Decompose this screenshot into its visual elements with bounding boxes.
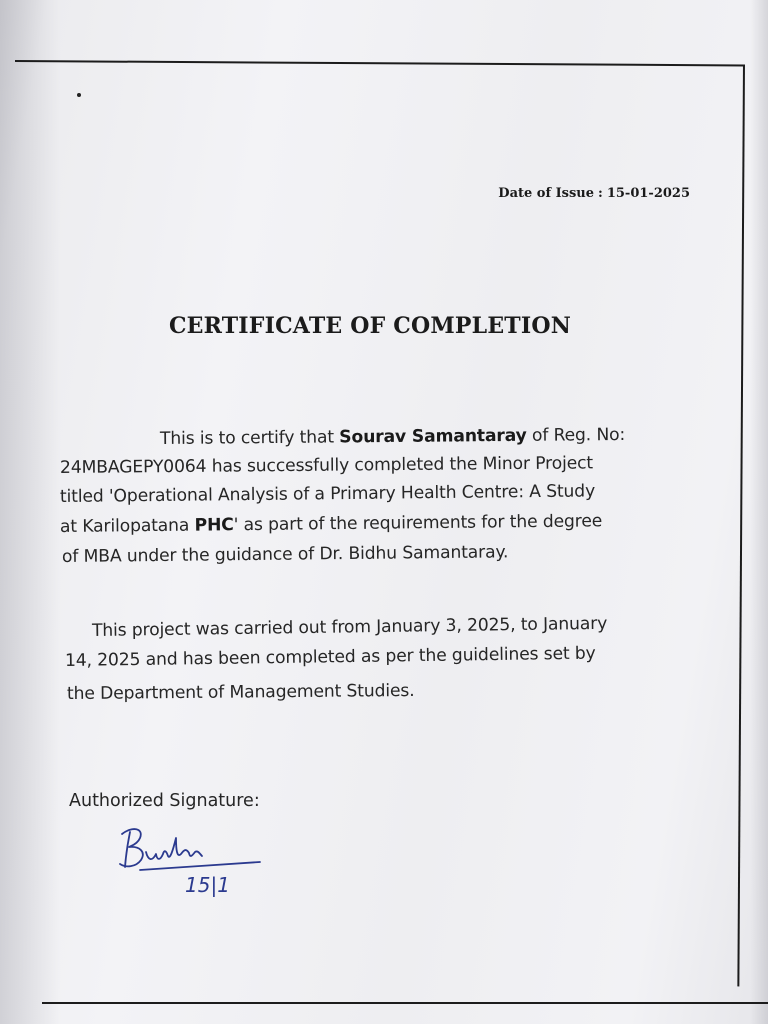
handwritten-date xyxy=(185,873,230,897)
phc-abbreviation: PHC xyxy=(194,515,234,536)
certificate-border-bottom xyxy=(42,1002,768,1004)
ink-dot xyxy=(77,93,81,97)
student-name: Sourav Samantaray xyxy=(339,425,527,448)
para1-line-4-end: ' as part of the requirements for the degree xyxy=(233,511,603,536)
para1-line-4-start: at Karilopatana xyxy=(59,515,195,537)
para2-line-3: the Department of Management Studies. xyxy=(66,680,415,704)
date-of-issue-separator: : xyxy=(598,186,603,201)
para2-line-2: 14, 2025 and has been completed as per the guidelines set by xyxy=(64,643,596,671)
date-of-issue xyxy=(430,186,690,201)
date-of-issue-label: Date of Issue xyxy=(498,186,595,201)
para1-line-2: 24MBAGEPY0064 has successfully completed the Minor Project xyxy=(59,453,594,478)
authorized-signature-label: Authorized Signature: xyxy=(69,791,260,811)
date-of-issue-value: 15-01-2025 xyxy=(606,186,690,201)
para1-line-5: of MBA under the guidance of Dr. Bidhu Samantaray. xyxy=(61,542,509,567)
para1-line-1 xyxy=(160,425,625,449)
page-edge-shadow xyxy=(750,0,768,1024)
para1-line-1-start: This is to certify that xyxy=(159,427,340,449)
para1-line-1-end: of Reg. No: xyxy=(526,424,626,446)
para2-line-1: This project was carried out from January 3, 2025, to January xyxy=(91,613,608,641)
certificate-title: CERTIFICATE OF COMPLETION xyxy=(168,313,572,339)
handwritten-signature xyxy=(110,820,270,900)
para1-line-3: titled 'Operational Analysis of a Primary Health Centre: A Study xyxy=(59,481,596,507)
svg-text:15|1: 15|1 xyxy=(185,873,230,897)
